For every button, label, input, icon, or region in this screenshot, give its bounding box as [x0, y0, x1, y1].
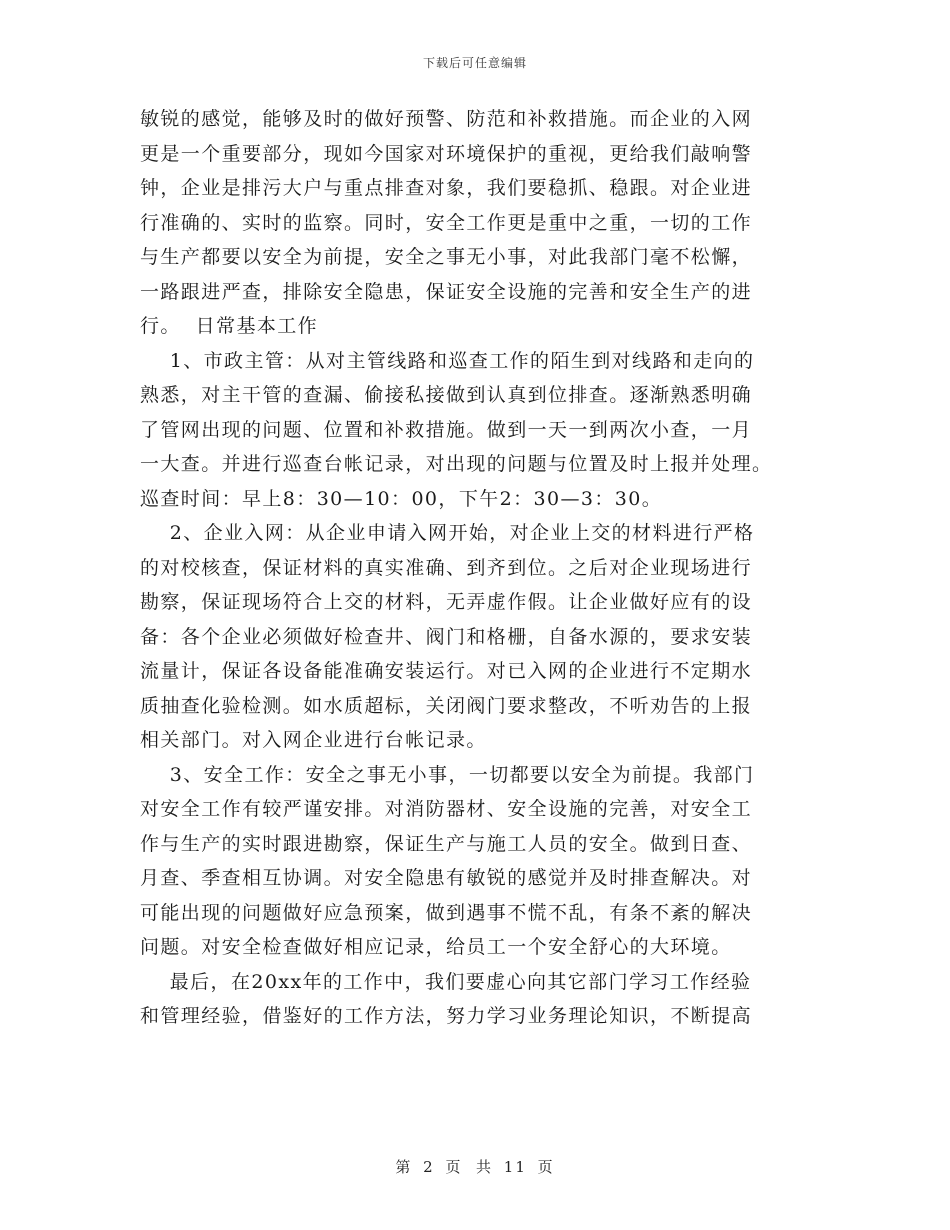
text-line: 可能出现的问题做好应急预案，做到遇事不慌不乱，有条不紊的解决	[140, 901, 753, 924]
text-line: 行。 日常基本工作	[140, 315, 319, 337]
text-line: 3、安全工作：安全之事无小事，一切都要以安全为前提。我部门	[140, 763, 755, 786]
page-header: 下载后可任意编辑	[422, 56, 527, 70]
text-line: 流量计，保证各设备能准确安装运行。对已入网的企业进行不定期水	[140, 660, 753, 682]
page-total: 11	[503, 1158, 527, 1176]
text-line: 相关部门。对入网企业进行台帐记录。	[140, 729, 487, 751]
text-line: 一大查。并进行巡查台帐记录，对出现的问题与位置及时上报并处理。	[140, 453, 773, 475]
text-line: 更是一个重要部分，现如今国家对环境保护的重视，更给我们敲响警	[140, 142, 753, 165]
text-line: 勘察，保证现场符合上交的材料，无弄虚作假。让企业做好应有的设	[140, 591, 753, 613]
text-line: 的对校核查，保证材料的真实准确、到齐到位。之后对企业现场进行	[140, 556, 753, 579]
page-label-prefix: 第	[395, 1158, 413, 1176]
text-line: 质抽查化验检测。如水质超标，关闭阀门要求整改，不听劝告的上报	[140, 694, 753, 717]
text-line: 备：各个企业必须做好检查井、阀门和格栅，自备水源的，要求安装	[140, 625, 753, 648]
text-line: 1、市政主管：从对主管线路和巡查工作的陌生到对线路和走向的	[140, 349, 755, 372]
text-line: 钟，企业是排污大户与重点排查对象，我们要稳抓、稳跟。对企业进	[140, 177, 753, 199]
page-footer	[0, 1156, 950, 1177]
page-number: 2	[423, 1158, 435, 1176]
page-label-suffix: 页	[537, 1158, 555, 1176]
text-line: 月查、季查相互协调。对安全隐患有敏锐的感觉并及时排查解决。对	[140, 867, 753, 889]
text-line: 问题。对安全检查做好相应记录，给员工一个安全舒心的大环境。	[140, 936, 732, 958]
text-line: 最后，在20xx年的工作中，我们要虚心向其它部门学习工作经验	[140, 970, 752, 993]
text-line: 作与生产的实时跟进勘察，保证生产与施工人员的安全。做到日查、	[140, 832, 753, 855]
text-line: 2、企业入网：从企业申请入网开始，对企业上交的材料进行严格	[140, 522, 755, 544]
text-line: 与生产都要以安全为前提，安全之事无小事，对此我部门毫不松懈，	[140, 246, 753, 268]
document-body	[140, 102, 808, 1034]
text-line: 行准确的、实时的监察。同时，安全工作更是重中之重，一切的工作	[140, 211, 753, 234]
text-line: 了管网出现的问题、位置和补救措施。做到一天一到两次小查，一月	[140, 418, 753, 441]
text-line: 熟悉，对主干管的查漏、偷接私接做到认真到位排查。逐渐熟悉明确	[140, 384, 753, 406]
text-line: 巡查时间：早上8：30—10：00，下午2：30—3：30。	[140, 487, 663, 510]
text-line: 对安全工作有较严谨安排。对消防器材、安全设施的完善，对安全工	[140, 798, 753, 820]
text-line: 和管理经验，借鉴好的工作方法，努力学习业务理论知识，不断提高	[140, 1005, 753, 1027]
text-line: 一路跟进严查，排除安全隐患，保证安全设施的完善和安全生产的进	[140, 280, 753, 303]
page-label-middle: 页 共	[445, 1158, 493, 1176]
text-line: 敏锐的感觉，能够及时的做好预警、防范和补救措施。而企业的入网	[140, 108, 753, 130]
